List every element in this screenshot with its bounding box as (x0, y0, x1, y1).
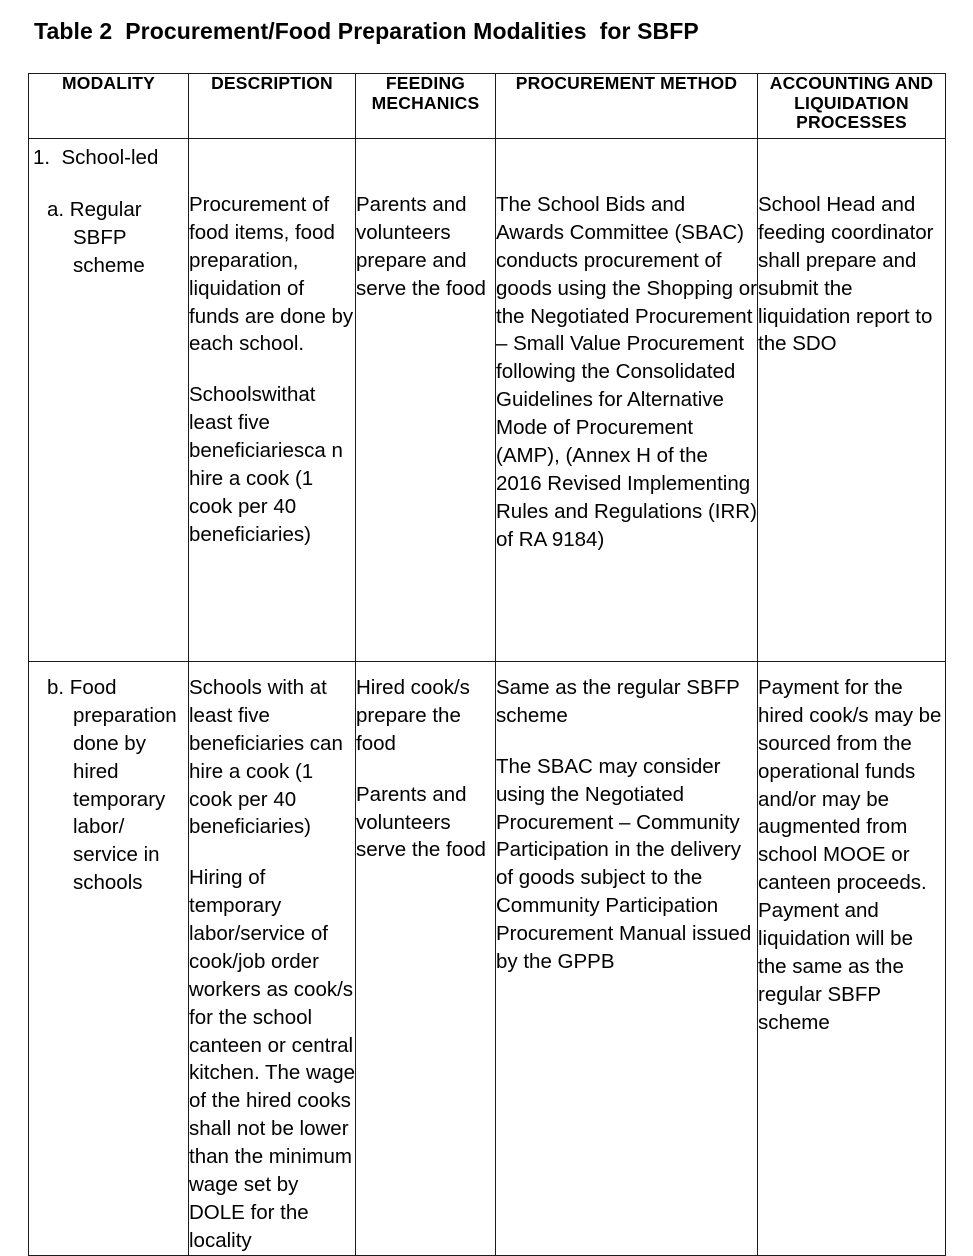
accounting-liquidation-row-b-para-1: Payment for the hired cook/s may be sourced from the operational funds and/or may be augmented from school MOOE or canteen proceeds. Payment and liquidation will be the same as the regular SBFP scheme (758, 676, 942, 1034)
table-row (29, 139, 946, 662)
feeding-mechanics-row-b-para-2: Parents and volunteers serve the food (356, 782, 486, 862)
procurement-method-row-a-para-1: The School Bids and Awards Committee (SBAC) conducts procurement of goods using the Shopping or the Negotiated Procurement – Small Value Procurement following the Consolidated Guidelines for Alternative Mode of Procurement (AMP), (Annex H of the 2016 Revised Implementing Rules and Regulations (IRR) of RA 9184) (496, 193, 758, 551)
procurement-modalities-table (28, 73, 946, 1256)
description-row-b-para-1: Schools with at least five beneficiaries can hire a cook (1 cook per 40 beneficiaries) (189, 676, 343, 839)
column-header-accounting-liquidation (758, 74, 946, 139)
table-header (29, 74, 946, 139)
procurement-method-row-b-para-2: The SBAC may consider using the Negotiated Procurement – Community Participation in the delivery of goods subject to the Community Participation Procurement Manual issued by the GPPB (496, 754, 752, 973)
column-header-accounting-liquidation-line-1: ACCOUNTING AND (769, 73, 934, 93)
modality-item-b-sub-3: hired (73, 759, 119, 783)
column-header-feeding-mechanics-line-2: MECHANICS (371, 92, 480, 113)
accounting-liquidation-row-a-para-1: School Head and feeding coordinator shall prepare and submit the liquidation report to the SDO (758, 193, 934, 356)
description-row-a-para-1: Procurement of food items, food preparation, liquidation of funds are done by each school. (189, 193, 354, 356)
column-header-modality-line-1: MODALITY (62, 73, 155, 93)
column-header-feeding-mechanics-line-1: FEEDING (385, 73, 466, 93)
modality-item-b-sub-2: done by (73, 731, 146, 755)
modality-item-b-sub-1: preparation (73, 703, 177, 727)
modality-item-a (47, 196, 188, 280)
cell-description-row-a (189, 139, 356, 662)
column-header-accounting-liquidation-line-2: LIQUIDATION (794, 92, 909, 113)
modality-item-b-sub-7: schools (73, 871, 143, 895)
column-header-modality (29, 74, 189, 139)
modality-item-b-sub-4: temporary (73, 787, 166, 811)
cell-procurement-method-row-b (496, 662, 758, 1256)
column-header-accounting-liquidation-line-3: PROCESSES (796, 112, 907, 133)
table-row (29, 662, 946, 1256)
cell-procurement-method-row-a (496, 139, 758, 662)
modality-item-b-sub-6: service in (73, 843, 160, 867)
cell-feeding-mechanics-row-a (356, 139, 496, 662)
table-body (29, 139, 946, 1256)
modality-item-a-label: a. Regular (47, 197, 142, 221)
procurement-method-row-b-para-1: Same as the regular SBFP scheme (496, 676, 740, 727)
cell-modality-row-a (29, 139, 189, 662)
modality-item-b-sub-5: labor/ (73, 815, 125, 839)
column-header-description-line-1: DESCRIPTION (211, 73, 333, 93)
cell-description-row-b (189, 662, 356, 1256)
cell-accounting-liquidation-row-a (758, 139, 946, 662)
column-header-description (189, 74, 356, 139)
column-header-procurement-method (496, 74, 758, 139)
header-row (29, 74, 946, 139)
modality-item-b (47, 674, 188, 897)
feeding-mechanics-row-b-para-1: Hired cook/s prepare the food (356, 676, 470, 755)
modality-item-a-sub-1: SBFP (73, 225, 127, 249)
feeding-mechanics-row-a-para-1: Parents and volunteers prepare and serve the food (356, 193, 486, 300)
description-row-a-para-2: Schoolswithat least five beneficiariesca n hire a cook (1 cook per 40 beneficiaries) (189, 383, 343, 546)
description-row-b-para-2: Hiring of temporary labor/service of cook/job order workers as cook/s for the school canteen or central kitchen. The wage of the hired cooks shall not be lower than the minimum wage set by DOLE for the locality (189, 866, 356, 1252)
column-header-procurement-method-line-1: PROCUREMENT METHOD (515, 73, 738, 93)
cell-modality-row-b (29, 662, 189, 1256)
modality-item-a-sub-2: scheme (73, 253, 145, 277)
column-header-feeding-mechanics (356, 74, 496, 139)
group-heading-school-led: 1. School-led (33, 146, 159, 169)
cell-feeding-mechanics-row-b (356, 662, 496, 1256)
cell-accounting-liquidation-row-b (758, 662, 946, 1256)
modality-item-b-label: b. Food (47, 676, 117, 699)
page-title: Table 2 Procurement/Food Preparation Modalities for SBFP (34, 18, 699, 44)
